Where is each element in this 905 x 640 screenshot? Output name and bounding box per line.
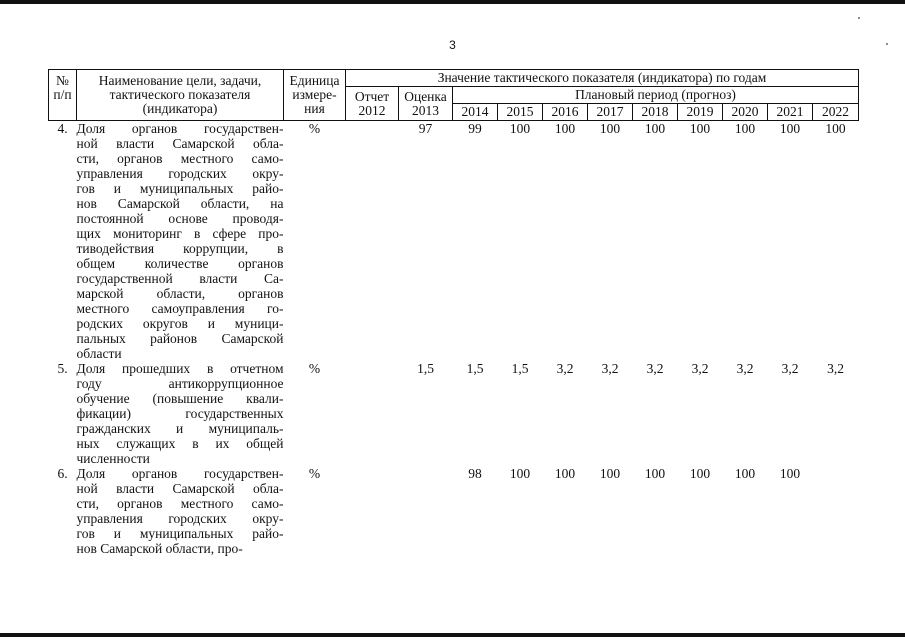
value-plan-year: 100 (599, 121, 621, 136)
indicator-table (48, 69, 859, 556)
unit-of-measure: % (308, 466, 321, 481)
value-plan-year: 100 (644, 466, 666, 481)
value-plan-year: 100 (734, 121, 756, 136)
row-number: 5. (57, 361, 68, 376)
indicator-name-line: численности (76, 451, 150, 466)
indicator-name (77, 466, 284, 556)
value-plan-year: 100 (825, 121, 846, 136)
value-plan-year: 1,5 (466, 361, 484, 376)
scan-bottom-border (0, 633, 905, 637)
header-num-line: № (56, 73, 69, 88)
header-report-year: 2012 (358, 102, 386, 118)
header-name-line: (индикатора) (142, 101, 218, 116)
value-plan-year: 100 (599, 466, 621, 481)
indicator-name-line: щих мониторинг в сфере про- (76, 226, 284, 241)
indicator-name-line: управления городских окру- (76, 511, 284, 526)
header-unit-line: Единица (289, 73, 340, 88)
unit-of-measure: % (308, 121, 321, 136)
indicator-name-line: обучение (повышение квали- (76, 391, 284, 406)
table-row (49, 121, 859, 362)
header-num (49, 70, 77, 121)
value-plan-year: 100 (554, 121, 576, 136)
header-num-line: п/п (53, 87, 72, 102)
header-year: 2015 (498, 104, 543, 121)
value-plan-year: 100 (509, 466, 531, 481)
value-report-2012 (346, 121, 399, 362)
value-plan-year: 99 (468, 121, 482, 136)
indicator-name-line: родских округов и муници- (76, 316, 284, 331)
header-name (77, 70, 284, 121)
header-year: 2016 (543, 104, 588, 121)
unit-of-measure: % (308, 361, 321, 376)
indicator-name-line: нов Самарской области, на (76, 196, 284, 211)
header-year: 2020 (723, 104, 768, 121)
indicator-name-line: управления городских окру- (76, 166, 284, 181)
header-values-group: Значение тактического показателя (индикатора) по годам (346, 70, 859, 87)
indicator-name-line: марской области, органов (76, 286, 284, 301)
value-plan-year: 3,2 (646, 361, 664, 376)
indicator-name-line: гов и муниципальных райо- (76, 526, 284, 541)
indicator-name-line: нов Самарской области, про- (76, 541, 243, 556)
value-plan-year: 100 (554, 466, 576, 481)
header-unit-line: измере- (292, 87, 337, 102)
indicator-name-line: году антикоррупционное (76, 376, 284, 391)
indicator-name-line: гражданских и муниципаль- (76, 421, 284, 436)
header-plan-period: Плановый период (прогноз) (453, 87, 859, 104)
indicator-name-line: ной власти Самарской обла- (76, 136, 284, 151)
row-number: 4. (57, 121, 68, 136)
indicator-name-line: тиводействия коррупции, в (76, 241, 284, 256)
value-plan-year: 100 (734, 466, 756, 481)
value-estimate-2013: 1,5 (417, 361, 434, 376)
indicator-name-line: Доля органов государствен- (76, 466, 284, 481)
header-estimate (399, 87, 453, 121)
indicator-name-line: сти, органов местного само- (76, 151, 284, 166)
header-num-line (51, 102, 74, 116)
header-year: 2014 (453, 104, 498, 121)
header-report-label: Отчет (354, 88, 390, 104)
row-number: 6. (57, 466, 68, 481)
value-plan-year: 3,2 (827, 361, 844, 376)
value-plan-year: 3,2 (601, 361, 619, 376)
indicator-name-line: Доля органов государствен- (76, 121, 284, 136)
header-year: 2022 (813, 104, 859, 121)
header-name-line: Наименование цели, задачи, (98, 73, 262, 88)
table-header (49, 70, 859, 121)
scan-speck (858, 17, 860, 19)
indicator-name-line: области (76, 346, 122, 361)
value-plan-year: 100 (644, 121, 666, 136)
page-number: 3 (449, 38, 456, 52)
value-plan-year: 98 (468, 466, 482, 481)
indicator-name-line: государственной власти Са- (76, 271, 284, 286)
indicator-name-line: пальных районов Самарской (76, 331, 284, 346)
header-year: 2019 (678, 104, 723, 121)
indicator-name-line: фикации) государственных (76, 406, 284, 421)
value-estimate-2013 (399, 466, 453, 556)
indicator-name-line: местного самоуправления го- (76, 301, 284, 316)
value-report-2012 (346, 466, 399, 556)
value-plan-year: 100 (689, 466, 711, 481)
table-body (49, 121, 859, 557)
value-plan-year: 3,2 (736, 361, 754, 376)
header-year: 2021 (768, 104, 813, 121)
indicator-name (77, 361, 284, 466)
indicator-name-line: гов и муниципальных райо- (76, 181, 284, 196)
indicator-name-line: ной власти Самарской обла- (76, 481, 284, 496)
indicator-name-line: постоянной основе проводя- (76, 211, 284, 226)
indicator-name-line: сти, органов местного само- (76, 496, 284, 511)
header-estimate-label: Оценка (404, 88, 447, 104)
table-row (49, 361, 859, 466)
value-plan-year: 100 (779, 121, 801, 136)
header-unit (284, 70, 346, 121)
value-plan-year (813, 466, 859, 556)
value-plan-year: 100 (509, 121, 531, 136)
value-report-2012 (346, 361, 399, 466)
header-year: 2017 (588, 104, 633, 121)
value-plan-year: 100 (779, 466, 801, 481)
header-year: 2018 (633, 104, 678, 121)
value-plan-year: 3,2 (556, 361, 574, 376)
indicator-name (77, 121, 284, 362)
table-row (49, 466, 859, 556)
value-plan-year: 1,5 (511, 361, 529, 376)
value-plan-year: 3,2 (781, 361, 799, 376)
indicator-name-line: Доля прошедших в отчетном (76, 361, 284, 376)
header-report (346, 87, 399, 121)
value-estimate-2013: 97 (418, 121, 433, 136)
header-name-line: тактического показателя (109, 87, 251, 102)
value-plan-year: 3,2 (691, 361, 709, 376)
indicator-name-line: ных служащих в их общей (76, 436, 284, 451)
scan-top-border (0, 0, 905, 4)
value-plan-year: 100 (689, 121, 711, 136)
indicator-name-line: общем количестве органов (76, 256, 284, 271)
header-unit-line: ния (304, 101, 325, 116)
header-estimate-year: 2013 (412, 102, 439, 118)
